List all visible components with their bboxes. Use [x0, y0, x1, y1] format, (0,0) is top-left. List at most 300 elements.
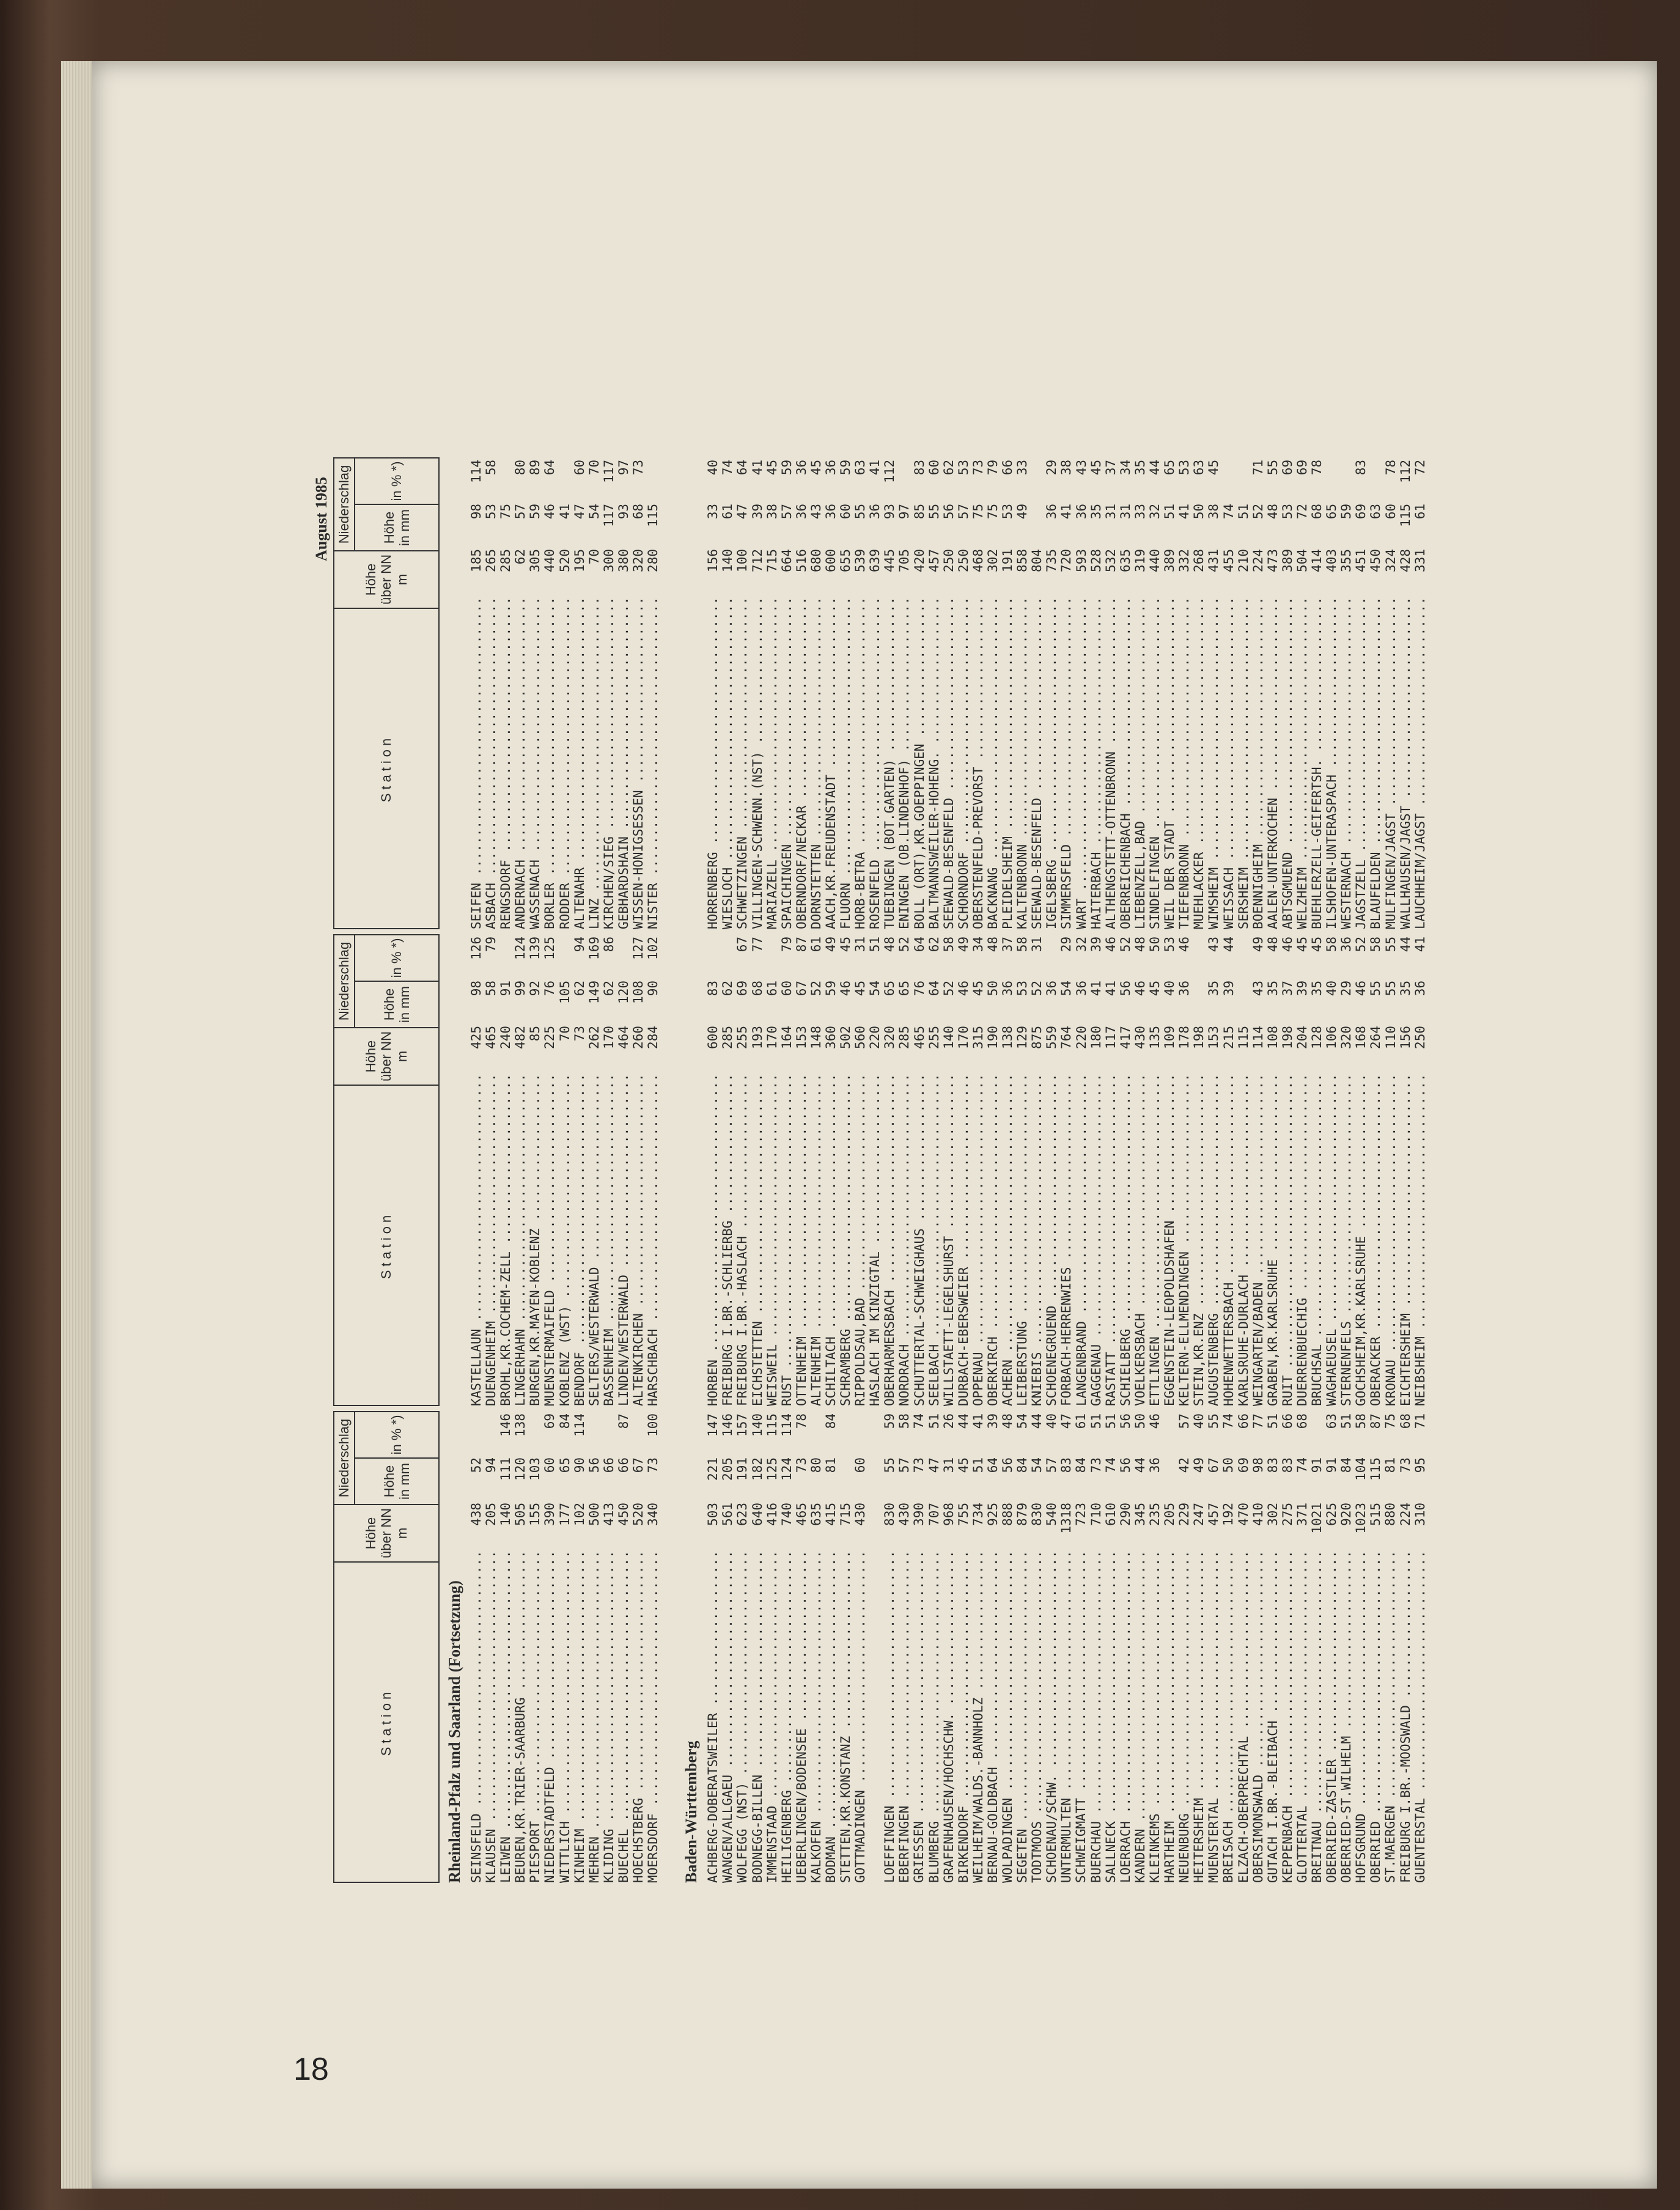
station-name: RODDER .....: [558, 598, 572, 929]
station-name: OTTENHEIM .....: [794, 1075, 809, 1406]
table-row: [1383, 934, 1398, 1406]
table-row: [1059, 457, 1074, 929]
precip-mm: 52: [1250, 504, 1266, 520]
precip-percent: 39: [1088, 937, 1103, 952]
station-elevation: 310: [1412, 1503, 1428, 1526]
table-row: [1310, 1411, 1324, 1883]
precip-mm: 52: [808, 981, 823, 996]
station-elevation: 153: [1206, 1026, 1221, 1049]
station-name: MEHREN .....: [587, 1552, 602, 1883]
precip-percent: 44: [1030, 1413, 1045, 1429]
station-elevation: 215: [1221, 1026, 1236, 1049]
table-row: [971, 457, 986, 929]
precip-percent: 62: [941, 460, 956, 476]
precip-mm: 54: [586, 504, 602, 520]
precip-percent: 31: [1030, 937, 1045, 952]
precip-mm: 55: [926, 504, 941, 520]
station-name: ALTENAHR .....: [572, 598, 587, 929]
precip-mm: 40: [1324, 981, 1339, 996]
precip-mm: 35: [1206, 981, 1221, 996]
precip-mm: 35: [1310, 981, 1325, 996]
table-row: [1280, 1411, 1295, 1883]
table-row: [1413, 934, 1428, 1406]
table-row: [1236, 1411, 1251, 1883]
precip-percent: 51: [1265, 1413, 1280, 1429]
station-name: LOEFFINGEN .....: [882, 1552, 897, 1883]
header-hoehe: Höhe über NN m: [334, 1504, 438, 1561]
station-name: HOFSGRUND .....: [1354, 1552, 1368, 1883]
station-name: OBERSTENFELD-PREVORST .....: [971, 598, 986, 929]
precip-mm: 98: [1250, 1457, 1266, 1473]
station-name: RASTATT .....: [1103, 1075, 1118, 1406]
table-row: [1221, 1411, 1236, 1883]
table-row: [838, 457, 853, 929]
table-grid: [333, 457, 1428, 1883]
precip-mm: 41: [1103, 981, 1118, 996]
station-elevation: 465: [484, 1026, 499, 1049]
table-row: [823, 1411, 838, 1883]
station-name: HEILIGENBERG .....: [779, 1552, 794, 1883]
station-elevation: 224: [1398, 1503, 1413, 1526]
table-row: [587, 457, 602, 929]
station-elevation: 875: [1030, 1026, 1045, 1049]
precip-mm: 50: [1221, 1457, 1236, 1473]
precip-mm: 76: [542, 981, 558, 996]
precip-percent: 60: [926, 460, 941, 476]
precip-percent: 58: [897, 1413, 912, 1429]
precip-mm: 41: [1059, 504, 1074, 520]
precip-percent: 64: [735, 460, 750, 476]
precip-mm: 61: [720, 504, 735, 520]
precip-percent: 68: [1294, 1413, 1310, 1429]
table-row: [513, 457, 528, 929]
precip-mm: 75: [970, 504, 986, 520]
table-row: [941, 934, 956, 1406]
station-name: BEUREN,KR.TRIER-SAARBURG .....: [513, 1552, 528, 1883]
station-elevation: 224: [1250, 549, 1266, 572]
station-name: OBERHARMERSBACH .....: [882, 1075, 897, 1406]
precip-mm: [838, 1451, 853, 1495]
station-name: MUEHLACKER .....: [1192, 598, 1206, 929]
station-name: NORDRACH .....: [897, 1075, 912, 1406]
station-elevation: 450: [616, 1503, 631, 1526]
station-elevation: 140: [498, 1503, 514, 1526]
precip-mm: 73: [794, 1457, 809, 1473]
precip-mm: 35: [1088, 504, 1103, 520]
precip-percent: 41: [868, 460, 883, 476]
station-name: FREIBURG I.BR.-HASLACH .....: [735, 1075, 750, 1406]
precip-percent: 43: [1206, 937, 1221, 952]
precip-mm: 48: [1265, 504, 1280, 520]
precip-mm: 41: [557, 504, 572, 520]
station-name: EGGENSTEIN-LEOPOLDSHAFEN .....: [1162, 1075, 1177, 1406]
precip-mm: 69: [1236, 1457, 1251, 1473]
precip-percent: 55: [1265, 460, 1280, 476]
station-elevation: 70: [586, 549, 602, 565]
precip-percent: 79: [986, 460, 1000, 476]
table-row: [646, 934, 660, 1406]
precip-percent: 114: [779, 1413, 794, 1437]
precip-percent: 77: [1250, 1413, 1266, 1429]
precip-percent: 51: [926, 1413, 941, 1429]
precip-percent: 36: [823, 460, 838, 476]
table-row: [1368, 457, 1383, 929]
precip-mm: 54: [1059, 981, 1074, 996]
header-niederschlag-sub: [355, 935, 438, 1027]
precip-percent: 52: [897, 937, 912, 952]
precip-mm: 98: [469, 981, 484, 996]
station-elevation: 225: [542, 1026, 558, 1049]
precip-mm: 36: [1044, 981, 1059, 996]
station-elevation: 1318: [1059, 1503, 1074, 1534]
table-column: [333, 457, 1428, 929]
station-elevation: 302: [1265, 1503, 1280, 1526]
station-name: BASSENHEIM .....: [602, 1075, 616, 1406]
station-elevation: 438: [469, 1503, 484, 1526]
station-elevation: 880: [1383, 1503, 1398, 1526]
precip-percent: 37: [1103, 460, 1118, 476]
table-row: [484, 457, 498, 929]
table-row: [513, 934, 528, 1406]
table-row: [912, 934, 927, 1406]
precip-percent: 44: [1398, 937, 1413, 952]
station-name: BORLER .....: [542, 598, 557, 929]
station-name: FLUORN .....: [838, 598, 853, 929]
precip-mm: 29: [1339, 981, 1354, 996]
precip-percent: 38: [1059, 460, 1074, 476]
precip-percent: 52: [1118, 937, 1133, 952]
precip-mm: 65: [557, 1457, 572, 1473]
table-row: [542, 934, 557, 1406]
precip-mm: 50: [1192, 504, 1207, 520]
station-elevation: 220: [868, 1026, 883, 1049]
precip-mm: 55: [853, 504, 868, 520]
precip-percent: 63: [853, 460, 868, 476]
table-row: [1015, 457, 1030, 929]
precip-mm: [1192, 974, 1206, 1018]
table-row: [1354, 1411, 1368, 1883]
precip-mm: 74: [1103, 1457, 1118, 1473]
station-name: BACKNANG .....: [986, 598, 1000, 929]
station-elevation: 858: [1015, 549, 1030, 572]
precip-percent: 31: [853, 937, 868, 952]
station-elevation: 156: [706, 549, 721, 572]
table-row: [720, 1411, 735, 1883]
precip-percent: 67: [735, 937, 750, 952]
precip-percent: 87: [1368, 1413, 1383, 1429]
station-elevation: 315: [970, 1026, 986, 1049]
precip-mm: 56: [1118, 981, 1133, 996]
table-row: [1266, 457, 1280, 929]
precip-mm: 36: [823, 504, 838, 520]
station-elevation: 198: [1280, 1026, 1295, 1049]
precip-mm: 46: [956, 981, 971, 996]
station-elevation: 888: [1000, 1503, 1015, 1526]
table-row: [646, 457, 660, 929]
table-row: [1133, 457, 1148, 929]
station-name: PLEIDELSHEIM .....: [1000, 598, 1015, 929]
precip-mm: 90: [572, 1457, 587, 1473]
station-elevation: 305: [528, 549, 543, 572]
table-row: [1162, 457, 1177, 929]
table-row: [765, 1411, 779, 1883]
precip-mm: 66: [616, 1457, 631, 1473]
precip-percent: 146: [720, 1413, 735, 1437]
table-row: [1074, 1411, 1088, 1883]
station-elevation: 148: [808, 1026, 823, 1049]
station-elevation: 390: [542, 1503, 558, 1526]
precip-percent: 55: [1383, 937, 1398, 952]
precip-mm: 53: [1280, 504, 1295, 520]
table-row: [498, 457, 513, 929]
precip-percent: 83: [1354, 460, 1369, 476]
table-row: [1339, 934, 1354, 1406]
precip-mm: 39: [1221, 981, 1236, 996]
station-name: NEIBSHEIM .....: [1413, 1075, 1428, 1406]
precip-mm: [1030, 498, 1044, 542]
station-name: SIMMERSFELD .....: [1059, 598, 1074, 929]
station-elevation: 190: [986, 1026, 1000, 1049]
table-row: [1192, 457, 1206, 929]
precip-percent: 34: [970, 937, 986, 952]
precip-percent: 64: [912, 937, 927, 952]
table-row: [809, 1411, 823, 1883]
precip-percent: 58: [1324, 937, 1339, 952]
precip-mm: 62: [720, 981, 735, 996]
precip-mm: 64: [926, 981, 941, 996]
station-name: ELZACH-OBERPRECHTAL .....: [1236, 1552, 1251, 1883]
station-elevation: 655: [838, 549, 853, 572]
station-name: BIRKENDORF .....: [956, 1552, 971, 1883]
precip-percent: 53: [1177, 460, 1192, 476]
table-row: [868, 1411, 882, 1883]
precip-percent: 41: [750, 460, 765, 476]
station-name: KLEINKEMS .....: [1148, 1552, 1162, 1883]
station-name: SALLNECK .....: [1103, 1552, 1118, 1883]
header-niederschlag-sub: [355, 1412, 438, 1504]
precip-mm: 60: [853, 1457, 868, 1473]
precip-mm: 91: [498, 981, 514, 996]
station-elevation: 155: [528, 1503, 543, 1526]
table-row: [1044, 934, 1059, 1406]
precip-percent: 69: [1294, 460, 1310, 476]
precip-mm: 72: [1294, 504, 1310, 520]
precip-percent: 71: [1250, 460, 1266, 476]
table-row: [1192, 1411, 1206, 1883]
precip-percent: 73: [631, 460, 646, 476]
table-row: [1339, 457, 1354, 929]
precip-percent: 34: [1118, 460, 1133, 476]
station-elevation: 516: [794, 549, 809, 572]
table-row: [1162, 1411, 1177, 1883]
precip-percent: 56: [1118, 1413, 1133, 1429]
precip-percent: 146: [498, 1413, 514, 1437]
station-name: WEIL DER STADT .....: [1162, 598, 1177, 929]
precip-mm: 75: [986, 504, 1000, 520]
station-name: MARIAZELL .....: [765, 598, 779, 929]
station-name: HORBEN .....: [706, 1075, 720, 1406]
station-elevation: 464: [616, 1026, 631, 1049]
table-row: [1221, 934, 1236, 1406]
station-elevation: 468: [970, 549, 986, 572]
station-elevation: 520: [631, 1503, 646, 1526]
station-elevation: 331: [1412, 549, 1428, 572]
precip-percent: 75: [1383, 1413, 1398, 1429]
table-row: [469, 1411, 484, 1883]
station-elevation: 180: [1088, 1026, 1103, 1049]
station-name: KINHEIM .....: [572, 1552, 587, 1883]
station-name: SEEWALD-BESENFELD .....: [941, 598, 956, 929]
station-name: EBERFINGEN .....: [897, 1552, 912, 1883]
precip-percent: 66: [1280, 1413, 1295, 1429]
station-elevation: 115: [1236, 1026, 1251, 1049]
station-name: DUERRENBUECHIG .....: [1295, 1075, 1310, 1406]
station-name: SEGETEN .....: [1015, 1552, 1030, 1883]
precip-percent: 114: [469, 460, 484, 483]
station-elevation: 265: [484, 549, 499, 572]
table-row: [1266, 934, 1280, 1406]
precip-mm: 45: [956, 1457, 971, 1473]
table-row: [1251, 1411, 1266, 1883]
precip-percent: [1236, 934, 1251, 974]
station-name: BODNEGG-BILLEN .....: [750, 1552, 765, 1883]
precip-mm: 41: [1088, 981, 1103, 996]
precip-mm: 44: [1132, 1457, 1148, 1473]
precip-percent: 139: [528, 937, 543, 960]
precip-percent: 58: [1354, 1413, 1369, 1429]
precip-percent: 50: [1148, 937, 1163, 952]
station-name: WALLHAUSEN/JAGST .....: [1398, 598, 1413, 929]
precip-mm: 57: [1044, 1457, 1059, 1473]
station-elevation: 110: [1383, 1026, 1398, 1049]
precip-mm: 38: [1206, 504, 1221, 520]
station-elevation: 195: [572, 549, 587, 572]
table-row: [1118, 1411, 1133, 1883]
station-name: BURGEN,KR.MAYEN-KOBLENZ .....: [528, 1075, 542, 1406]
precip-mm: 74: [1221, 504, 1236, 520]
header-hoehe: Höhe über NN m: [334, 1027, 438, 1085]
precip-mm: 115: [1368, 1457, 1383, 1481]
table-row: [956, 1411, 971, 1883]
station-elevation: 505: [513, 1503, 528, 1526]
precip-mm: 57: [513, 504, 528, 520]
table-row: [971, 934, 986, 1406]
precip-mm: 43: [1250, 981, 1266, 996]
station-elevation: 360: [823, 1026, 838, 1049]
table-row: [956, 457, 971, 929]
precip-mm: 42: [1177, 1457, 1192, 1473]
table-row: [1236, 934, 1251, 1406]
precip-mm: 76: [912, 981, 927, 996]
precip-percent: 59: [838, 460, 853, 476]
precip-percent: [706, 934, 720, 974]
table-row: [1030, 934, 1044, 1406]
station-elevation: 428: [1398, 549, 1413, 572]
station-name: WESTERNACH .....: [1339, 598, 1354, 929]
table-row: [838, 1411, 853, 1883]
precip-mm: 93: [616, 504, 631, 520]
table-row: [1074, 934, 1089, 1406]
station-elevation: 320: [631, 549, 646, 572]
precip-mm: 55: [1368, 981, 1383, 996]
table-row: [1177, 1411, 1192, 1883]
precip-mm: 36: [1074, 504, 1089, 520]
precip-percent: 40: [1044, 1413, 1059, 1429]
station-name: SEIFEN .....: [469, 598, 484, 929]
station-elevation: 593: [1074, 549, 1089, 572]
station-name: ALTENKIRCHEN .....: [631, 1075, 646, 1406]
station-elevation: 720: [1059, 549, 1074, 572]
station-elevation: 220: [1074, 1026, 1089, 1049]
table-row: [809, 934, 823, 1406]
precip-percent: 84: [823, 1413, 838, 1429]
station-name: UNTERMULTEN .....: [1059, 1552, 1074, 1883]
table-row: [1030, 457, 1044, 929]
precip-percent: 41: [970, 1413, 986, 1429]
station-name: LOERRACH .....: [1118, 1552, 1133, 1883]
precip-percent: 63: [1192, 460, 1207, 476]
table-row: [1089, 457, 1103, 929]
precip-mm: 47: [735, 504, 750, 520]
table-row: [1118, 934, 1133, 1406]
precip-percent: [587, 1411, 602, 1451]
table-row: [1059, 934, 1074, 1406]
station-elevation: 170: [601, 1026, 616, 1049]
table-row: [1089, 1411, 1103, 1883]
precip-mm: 93: [882, 504, 897, 520]
table-row: [558, 457, 572, 929]
station-name: HORRENBERG .....: [706, 598, 720, 929]
station-name: NEUENBURG .....: [1177, 1552, 1192, 1883]
station-name: HAITERBACH .....: [1089, 598, 1103, 929]
precip-percent: 54: [1015, 1413, 1030, 1429]
precip-percent: [1044, 934, 1059, 974]
precip-mm: 66: [601, 1457, 616, 1473]
precip-mm: 52: [1030, 981, 1045, 996]
rotated-table: [309, 452, 1635, 1883]
precip-mm: 53: [484, 504, 499, 520]
station-name: ASBACH .....: [484, 598, 498, 929]
station-name: WELZHEIM .....: [1295, 598, 1310, 929]
precip-percent: 45: [1294, 937, 1310, 952]
precip-mm: 49: [1192, 1457, 1207, 1473]
station-elevation: 85: [528, 1026, 543, 1042]
station-elevation: 109: [1162, 1026, 1177, 1049]
station-elevation: 502: [838, 1026, 853, 1049]
station-name: RIPPOLDSAU,BAD .....: [853, 1075, 868, 1406]
table-row: [882, 457, 897, 929]
table-row: [986, 934, 1000, 1406]
station-elevation: 106: [1324, 1026, 1339, 1049]
precip-percent: 61: [1074, 1413, 1089, 1429]
station-elevation: 102: [572, 1503, 587, 1526]
table-row: [735, 457, 750, 929]
station-elevation: 70: [557, 1026, 572, 1042]
precip-percent: 48: [1132, 937, 1148, 952]
station-elevation: 734: [970, 1503, 986, 1526]
station-name: GOTTMADINGEN .....: [853, 1552, 868, 1883]
precip-mm: 36: [1074, 981, 1089, 996]
precip-percent: [897, 457, 912, 498]
station-elevation: 168: [1354, 1026, 1369, 1049]
station-elevation: 210: [1236, 549, 1251, 572]
table-row: [616, 934, 631, 1406]
table-row: [1251, 934, 1266, 1406]
station-name: WEILHEIM/WALDS.-BANNHOLZ .....: [971, 1552, 986, 1883]
precip-mm: 52: [469, 1457, 484, 1473]
precip-mm: [1236, 974, 1251, 1018]
station-name: BALTMANNSWEILER-HOHENG. .....: [927, 598, 941, 929]
